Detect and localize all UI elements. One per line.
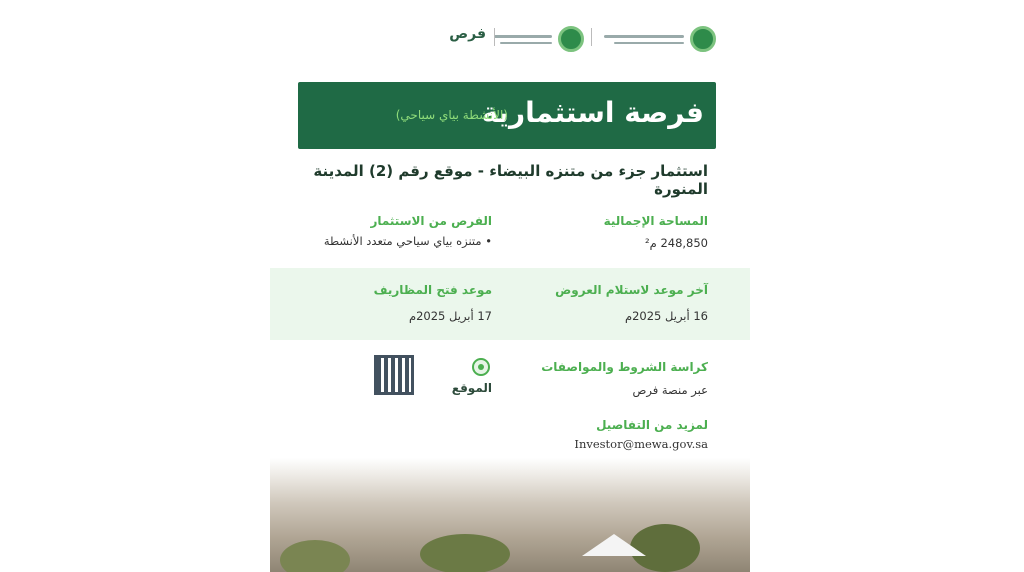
opening-label: موعد فتح المظاريف (373, 283, 492, 297)
area-value: 248,850 م² (645, 236, 708, 250)
fund-emblem-icon (558, 26, 584, 52)
project-subtitle: استثمار جزء من متنزه البيضاء - موقع رقم (2) المدينة المنورة (313, 162, 708, 198)
email-link[interactable]: Investor@mewa.gov.sa (574, 437, 708, 451)
dates-band (270, 268, 750, 340)
area-label: المساحة الإجمالية (603, 214, 708, 228)
qr-code[interactable] (374, 355, 414, 395)
deadline-label: آخر موعد لاستلام العروض (555, 283, 708, 297)
deadline-value: 16 أبريل 2025م (624, 309, 708, 323)
tent-image (582, 534, 646, 556)
more-details-label: لمزيد من التفاصيل (596, 418, 708, 432)
title-banner (298, 82, 716, 149)
opening-value: 17 أبريل 2025م (408, 309, 492, 323)
investment-poster (270, 0, 750, 572)
ministry-logo (596, 24, 716, 54)
fund-logo (474, 24, 584, 54)
opportunities-value: • متنزه بياي سياحي متعدد الأنشطة (323, 234, 492, 248)
ministry-emblem-icon (690, 26, 716, 52)
rocky-landscape-image (270, 458, 750, 572)
terms-label: كراسة الشروط والمواصفات (541, 360, 708, 374)
location-label[interactable]: الموقع (451, 381, 492, 395)
terms-value: عبر منصة فرص (632, 383, 708, 397)
location-pin-icon[interactable] (472, 358, 490, 376)
furas-logo: فرص (449, 26, 486, 42)
banner-subtitle: (الأنشطة بياي سياحي) (395, 108, 508, 122)
banner-title: فرصة استثمارية (481, 96, 704, 129)
opportunities-label: الفرص من الاستثمار (370, 214, 492, 228)
